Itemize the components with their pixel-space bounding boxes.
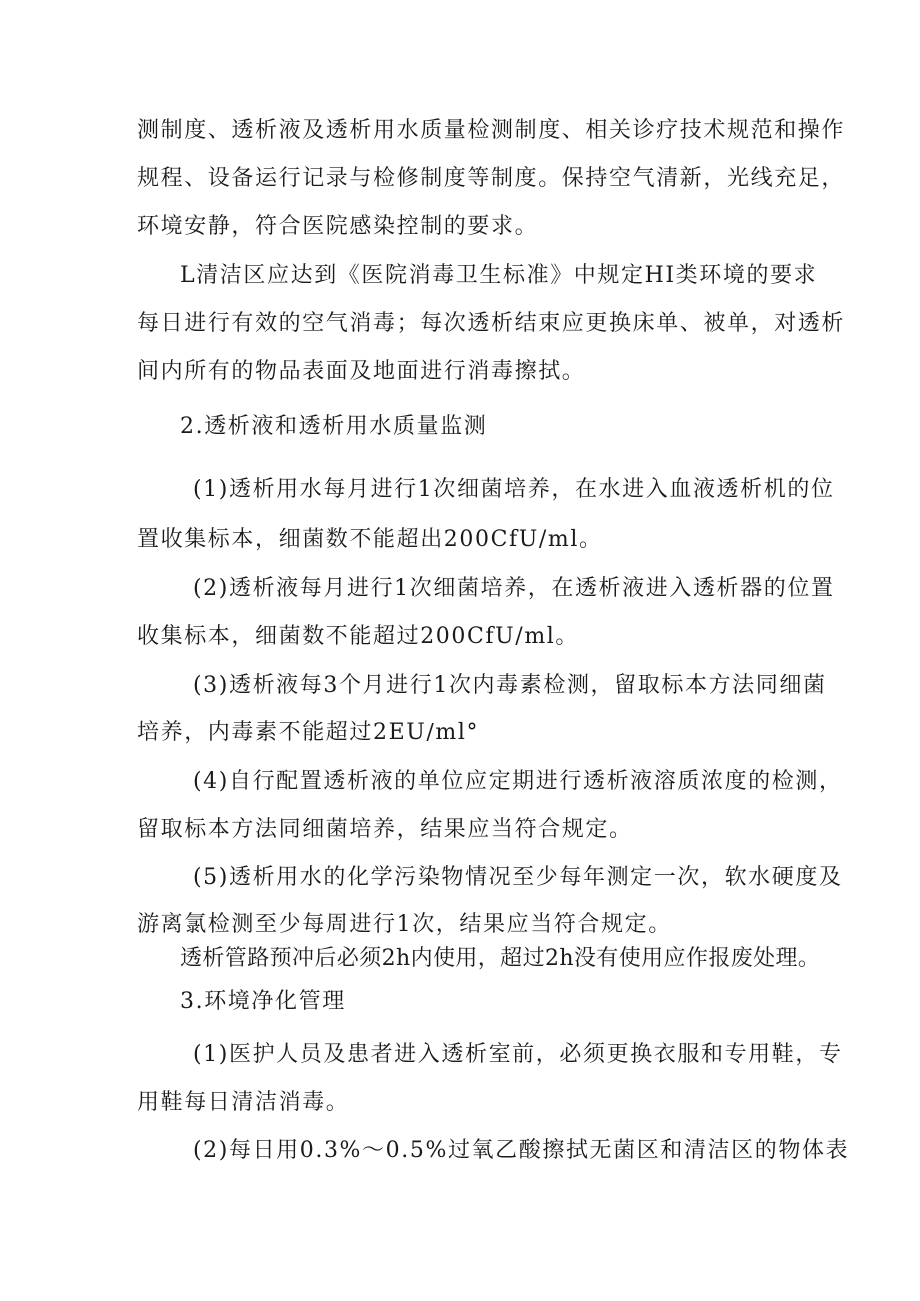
body-text-line: 培养，内毒素不能超过2EU∕ml° [137, 720, 480, 745]
section-heading: 2.透析液和透析用水质量监测 [180, 414, 488, 439]
body-text-line: 透析管路预冲后必须2h内使用，超过2h没有使用应作报废处理。 [180, 946, 821, 971]
body-text-line: 用鞋每日清洁消毒。 [137, 1090, 350, 1115]
list-item-2-line: (2)透析液每月进行1次细菌培养，在透析液进入透析器的位置 [193, 576, 835, 601]
body-text-line: 收集标本，细菌数不能超过200CfU/ml。 [137, 624, 580, 649]
list-item-3-line: (3)透析液每3个月进行1次内毒素检测，留取标本方法同细菌 [193, 673, 827, 698]
paragraph-first-line: L清洁区应达到《医院消毒卫生标准》中规定HI类环境的要求 [180, 263, 818, 288]
body-text-line: 游离氯检测至少每周进行1次，结果应当符合规定。 [137, 912, 672, 937]
body-text-line: 间内所有的物品表面及地面进行消毒擦拭。 [137, 359, 586, 384]
body-text-line: 环境安静，符合医院感染控制的要求。 [137, 214, 539, 239]
body-text-line: 留取标本方法同细菌培养，结果应当符合规定。 [137, 817, 633, 842]
body-text-line: 每日进行有效的空气消毒；每次透析结束应更换床单、被单，对透析 [137, 311, 846, 336]
body-text-line: 测制度、透析液及透析用水质量检测制度、相关诊疗技术规范和操作 [137, 118, 846, 143]
list-item-4-line: (4)自行配置透析液的单位应定期进行透析液溶质浓度的检测， [193, 769, 843, 794]
list-item-2-line: (2)每日用0.3%～0.5%过氧乙酸擦拭无菌区和清洁区的物体表 [193, 1138, 850, 1163]
list-item-1-line: (1)医护人员及患者进入透析室前，必须更换衣服和专用鞋，专 [193, 1042, 843, 1067]
body-text-line: 规程、设备运行记录与检修制度等制度。保持空气清新，光线充足， [137, 166, 846, 191]
list-item-1-line: (1)透析用水每月进行1次细菌培养，在水进入血液透析机的位 [193, 477, 835, 502]
section-heading: 3.环境净化管理 [180, 989, 346, 1014]
body-text-line: 置收集标本，细菌数不能超出200CfU/ml。 [137, 527, 603, 552]
list-item-5-line: (5)透析用水的化学污染物情况至少每年测定一次，软水硬度及 [193, 865, 843, 890]
